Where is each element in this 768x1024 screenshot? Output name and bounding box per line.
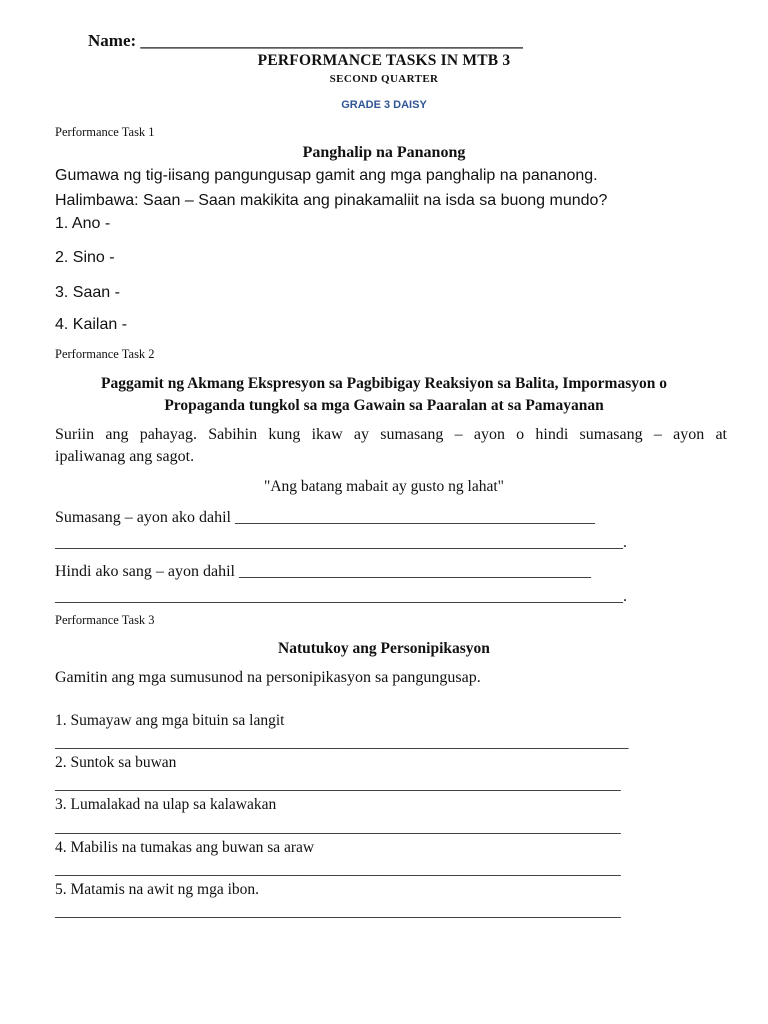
task3-answer-line[interactable]: _________________________________________________________________________ (55, 903, 621, 920)
task3-answer-line[interactable]: _________________________________________________________________________ (55, 819, 621, 836)
task2-instruction-line2: ipaliwanag ang sagot. (55, 448, 195, 465)
document-quarter: SECOND QUARTER (329, 73, 439, 85)
task3-answer-line[interactable]: _________________________________________________________________________ (55, 776, 621, 793)
task2-disagree-answer-continuation[interactable]: _______________________________________________________________________. (55, 588, 627, 605)
task2-instruction-line1: Suriin ang pahayag. Sabihin kung ikaw ay sumasang – ayon o hindi sumasang – ayon at (55, 426, 727, 443)
task1-label: Performance Task 1 (55, 125, 155, 139)
task1-example: Halimbawa: Saan – Saan makikita ang pinakamaliit na isda sa buong mundo? (55, 192, 608, 209)
task3-item: 2. Suntok sa buwan (55, 754, 177, 771)
task3-label: Performance Task 3 (55, 613, 155, 627)
task1-item[interactable]: 3. Saan - (55, 284, 120, 301)
task3-item: 1. Sumayaw ang mga bituin sa langit (55, 712, 285, 729)
task3-item: 5. Matamis na awit ng mga ibon. (55, 881, 260, 898)
task3-item: 3. Lumalakad na ulap sa kalawakan (55, 796, 277, 813)
document-title: PERFORMANCE TASKS IN MTB 3 (257, 52, 511, 69)
task2-quote: "Ang batang mabait ay gusto ng lahat" (264, 478, 504, 495)
task2-agree-answer-continuation[interactable]: _______________________________________________________________________. (55, 534, 627, 551)
task3-instruction: Gamitin ang mga sumusunod na personipikasyon sa pangungusap. (55, 669, 481, 686)
task2-label: Performance Task 2 (55, 347, 155, 361)
name-field-line[interactable]: Name: _____________________________________________ (88, 31, 523, 50)
task2-heading-line1: Paggamit ng Akmang Ekspresyon sa Pagbibigay Reaksiyon sa Balita, Impormasyon o (101, 375, 667, 392)
task1-item[interactable]: 4. Kailan - (55, 316, 128, 333)
task3-answer-line[interactable]: __________________________________________________________________________ (55, 734, 629, 751)
document-grade: GRADE 3 DAISY (341, 99, 427, 111)
task1-heading: Panghalip na Pananong (302, 144, 466, 161)
task1-item[interactable]: 2. Sino - (55, 249, 115, 266)
task1-instruction: Gumawa ng tig-iisang pangungusap gamit ang mga panghalip na pananong. (55, 167, 598, 184)
task2-heading-line2: Propaganda tungkol sa mga Gawain sa Paaralan at sa Pamayanan (164, 397, 604, 414)
task1-item[interactable]: 1. Ano - (55, 215, 111, 232)
task2-agree-answer-line[interactable]: Sumasang – ayon ako dahil _____________________________________________ (55, 509, 595, 526)
task3-item: 4. Mabilis na tumakas ang buwan sa araw (55, 839, 315, 856)
task3-answer-line[interactable]: _________________________________________________________________________ (55, 861, 621, 878)
task2-disagree-answer-line[interactable]: Hindi ako sang – ayon dahil ____________________________________________ (55, 563, 591, 580)
task3-heading: Natutukoy ang Personipikasyon (278, 640, 490, 657)
